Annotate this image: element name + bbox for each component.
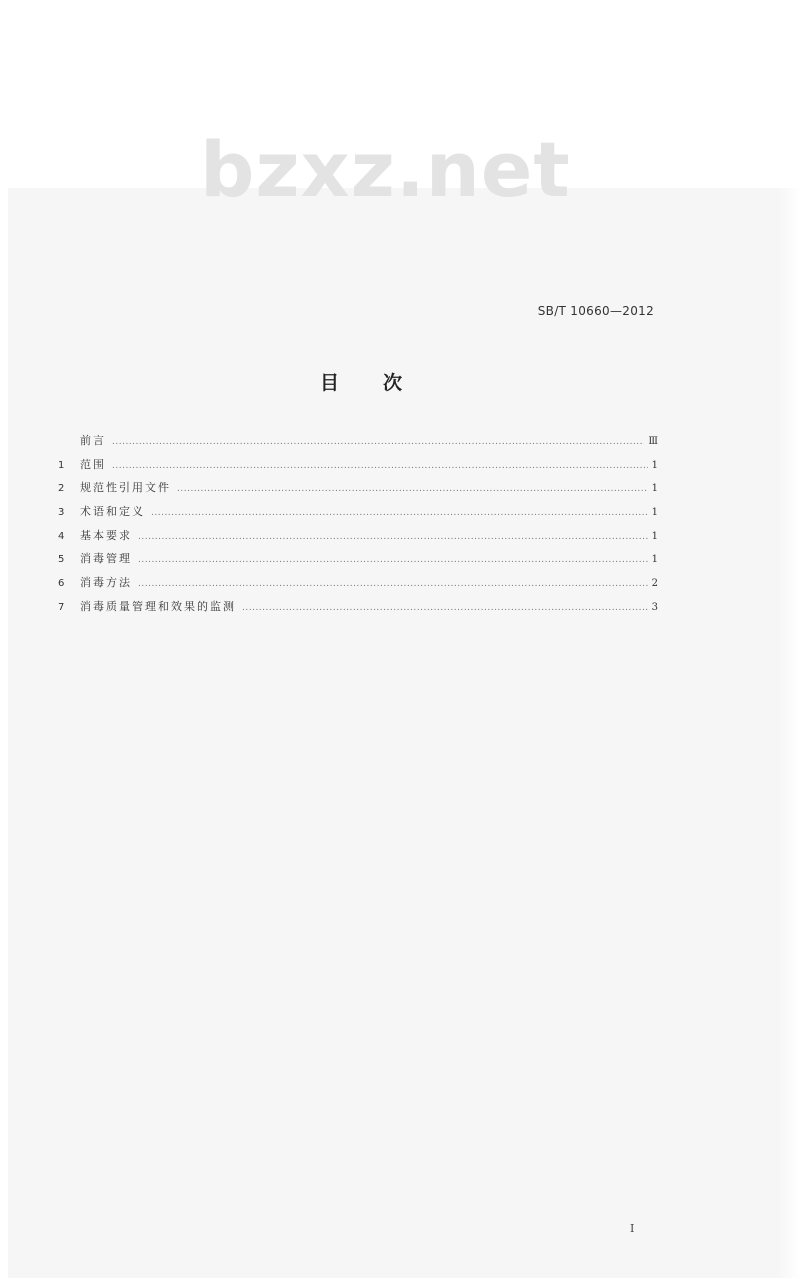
toc-entry-number: 3 [58,507,65,519]
toc-entry[interactable] [58,432,658,456]
toc-leader-dots [151,508,648,518]
toc-entry-label: 消毒管理 [80,552,132,566]
toc-entry-label: 消毒质量管理和效果的监测 [80,599,236,613]
toc-entry-number: 6 [58,578,65,590]
table-of-contents [58,432,658,622]
toc-entry-number: 7 [58,601,65,613]
toc-entry[interactable] [58,574,658,598]
toc-leader-dots [138,532,648,542]
toc-leader-dots [177,484,648,494]
toc-entry-page: 1 [651,530,658,542]
toc-entry-label: 消毒方法 [80,576,132,590]
toc-entry-number: 2 [58,483,65,495]
toc-entry-label: 规范性引用文件 [80,481,171,495]
toc-entry-page: 1 [651,554,658,566]
toc-entry-number: 5 [58,554,65,566]
page-edge-shading [778,188,800,1278]
toc-leader-dots [138,555,648,565]
toc-entry-page: 1 [651,483,658,495]
toc-entry-label: 基本要求 [80,528,132,542]
toc-entry[interactable] [58,456,658,480]
page-number: I [630,1222,635,1235]
watermark: bzxz.net [200,125,571,214]
toc-entry-page: 1 [651,459,658,471]
toc-entry-page: 2 [651,578,658,590]
toc-leader-dots [112,437,644,447]
toc-entry-label: 范围 [80,457,106,471]
standard-code: SB/T 10660—2012 [537,304,654,318]
toc-title: 目次 [320,372,447,394]
toc-entry[interactable] [58,479,658,503]
toc-entry[interactable] [58,550,658,574]
toc-leader-dots [242,603,648,613]
toc-leader-dots [112,461,648,471]
toc-entry-label: 术语和定义 [80,505,145,519]
toc-entry-page: 3 [651,601,658,613]
toc-entry-number: 4 [58,530,65,542]
toc-entry-page: 1 [651,507,658,519]
toc-entry[interactable] [58,503,658,527]
toc-entry-page: Ⅲ [648,436,658,447]
toc-entry-number: 1 [58,459,65,471]
toc-entry[interactable] [58,598,658,622]
toc-entry-label: 前言 [80,434,106,447]
toc-leader-dots [138,579,648,589]
toc-entry[interactable] [58,527,658,551]
scanned-page [8,188,800,1278]
